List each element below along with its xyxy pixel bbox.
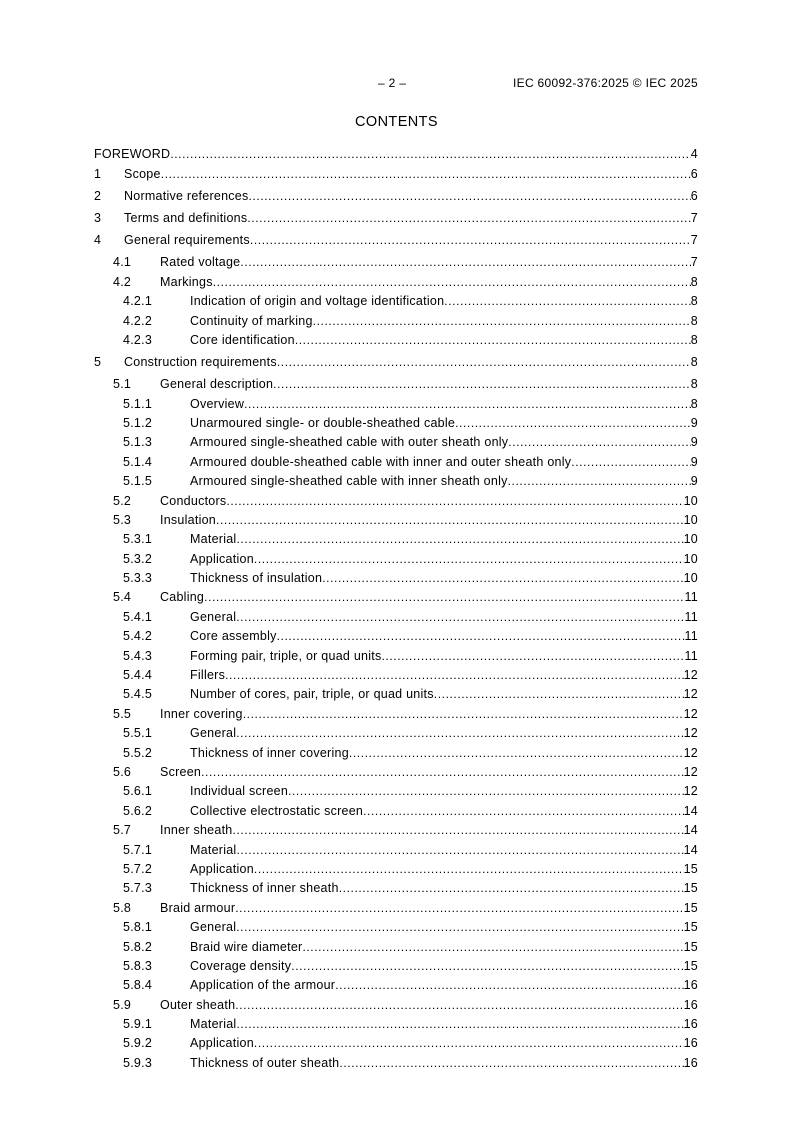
toc-entry-title: Normative references [124, 185, 249, 207]
dot-leader [339, 1054, 683, 1073]
toc-entry-page: 7 [691, 229, 698, 251]
toc-entry-title: Forming pair, triple, or quad units [190, 647, 381, 666]
toc-entry-title: Indication of origin and voltage identification [190, 292, 444, 311]
toc-entry-number: 5.5.2 [123, 745, 153, 760]
toc-entry-title: Coverage density [190, 957, 291, 976]
toc-entry-title: Core assembly [190, 627, 277, 646]
toc-entry-title: Armoured single-sheathed cable with inner sheath only [190, 472, 508, 491]
toc-entry[interactable] [94, 1015, 698, 1034]
toc-entry-title: Fillers [190, 666, 225, 685]
dot-leader [244, 395, 691, 414]
dot-leader [288, 782, 684, 801]
toc-entry[interactable] [94, 666, 698, 685]
toc-entry-number: 5.1.1 [123, 396, 153, 411]
toc-entry-page: 11 [685, 647, 698, 666]
dot-leader [247, 207, 690, 229]
toc-entry[interactable] [94, 550, 698, 569]
toc-entry-page: 11 [685, 608, 698, 627]
toc-entry-title: Thickness of inner sheath [190, 879, 339, 898]
toc-entry-number: 5.4.5 [123, 687, 153, 702]
toc-entry[interactable] [94, 351, 698, 373]
contents-heading: CONTENTS [355, 114, 438, 130]
dot-leader [322, 569, 683, 588]
toc-entry[interactable] [94, 273, 698, 292]
toc-entry-number: 5.4.4 [123, 668, 153, 683]
toc-entry[interactable] [94, 163, 698, 185]
dot-leader [233, 821, 684, 840]
toc-entry[interactable] [94, 899, 698, 918]
toc-entry[interactable] [94, 530, 698, 549]
dot-leader [349, 744, 684, 763]
toc-entry-page: 14 [684, 821, 698, 840]
toc-entry-page: 10 [684, 492, 698, 511]
toc-entry-page: 8 [691, 395, 698, 414]
toc-entry-page: 16 [684, 1034, 698, 1053]
toc-entry-page: 7 [691, 251, 698, 273]
dot-leader [455, 414, 691, 433]
toc-entry-page: 10 [684, 511, 698, 530]
toc-entry-page: 12 [684, 744, 698, 763]
toc-entry-page: 16 [684, 996, 698, 1015]
dot-leader [335, 976, 683, 995]
toc-entry-number: 4.1 [113, 255, 132, 269]
dot-leader [226, 492, 683, 511]
dot-leader [302, 938, 683, 957]
document-reference: IEC 60092-376:2025 © IEC 2025 [513, 76, 698, 90]
toc-entry-number: 5.4 [113, 590, 132, 605]
toc-entry[interactable] [94, 414, 698, 433]
dot-leader [216, 511, 684, 530]
toc-entry[interactable] [94, 433, 698, 452]
toc-entry-number: 5.6 [113, 764, 132, 779]
toc-entry-number: 5 [94, 354, 102, 369]
toc-entry-title: Scope [124, 163, 161, 185]
dot-leader [213, 273, 691, 292]
dot-leader [254, 860, 684, 879]
toc-entry-page: 15 [684, 957, 698, 976]
dot-leader [235, 996, 683, 1015]
toc-entry-page: 9 [691, 433, 698, 452]
toc-entry-number: 5.7.3 [123, 881, 153, 896]
dot-leader [236, 530, 683, 549]
page-header [0, 76, 793, 92]
toc-entry-page: 10 [684, 530, 698, 549]
toc-entry-number: 5.6.2 [123, 803, 153, 818]
toc-entry-number: 5.7 [113, 823, 132, 838]
dot-leader [254, 1034, 684, 1053]
toc-entry[interactable] [94, 841, 698, 860]
toc-entry-title: Armoured single-sheathed cable with outer sheath only [190, 433, 508, 452]
toc-entry[interactable] [94, 569, 698, 588]
toc-entry-number: 5.9.2 [123, 1036, 153, 1051]
toc-entry[interactable] [94, 588, 698, 607]
dot-leader [434, 685, 684, 704]
toc-entry-number: 5.9.1 [123, 1017, 153, 1032]
toc-entry-page: 8 [691, 292, 698, 311]
toc-entry-title: Application [190, 860, 254, 879]
toc-entry-title: Inner sheath [160, 821, 233, 840]
dot-leader [235, 899, 683, 918]
toc-entry-page: 15 [684, 918, 698, 937]
toc-entry[interactable] [94, 860, 698, 879]
toc-entry[interactable] [94, 996, 698, 1015]
toc-entry[interactable] [94, 821, 698, 840]
toc-entry[interactable] [94, 685, 698, 704]
toc-entry[interactable] [94, 647, 698, 666]
toc-entry-number: 5.1.3 [123, 435, 153, 450]
toc-entry-page: 7 [691, 207, 698, 229]
dot-leader [444, 292, 691, 311]
toc-entry-title: General requirements [124, 229, 250, 251]
toc-entry-page: 16 [684, 1054, 698, 1073]
dot-leader [313, 312, 691, 331]
toc-entry[interactable] [94, 957, 698, 976]
dot-leader [236, 841, 683, 860]
toc-entry-page: 8 [691, 312, 698, 331]
toc-entry-number: 5.4.1 [123, 609, 153, 624]
toc-entry-number: 4.2.3 [123, 333, 153, 348]
toc-entry-number: 4.2 [113, 275, 132, 289]
toc-entry-title: Inner covering [160, 705, 243, 724]
toc-entry-title: Terms and definitions [124, 207, 247, 229]
toc-entry-title: Rated voltage [160, 251, 240, 273]
toc-entry-number: 5.2 [113, 493, 132, 508]
toc-entry[interactable] [94, 1034, 698, 1053]
dot-leader [236, 724, 683, 743]
dot-leader [249, 185, 691, 207]
toc-entry[interactable] [94, 185, 698, 207]
toc-entry-title: Individual screen [190, 782, 288, 801]
toc-entry-page: 12 [684, 666, 698, 685]
toc-entry-title: Number of cores, pair, triple, or quad units [190, 685, 434, 704]
toc-entry[interactable] [94, 938, 698, 957]
toc-entry-number: 5.7.2 [123, 861, 153, 876]
toc-entry-page: 11 [685, 588, 698, 607]
toc-entry[interactable] [94, 802, 698, 821]
toc-entry-title: Braid wire diameter [190, 938, 302, 957]
toc-entry-page: 11 [685, 627, 698, 646]
toc-entry[interactable] [94, 373, 698, 395]
toc-entry[interactable] [94, 724, 698, 743]
dot-leader [236, 1015, 683, 1034]
toc-entry-page: 8 [691, 273, 698, 292]
toc-entry-title: Overview [190, 395, 244, 414]
page-number: – 2 – [378, 76, 407, 90]
toc-entry-page: 16 [684, 976, 698, 995]
toc-entry-title: FOREWORD [94, 147, 171, 161]
toc-entry-number: 5.1.2 [123, 415, 153, 430]
toc-entry-number: 5.1.4 [123, 454, 153, 469]
toc-entry[interactable] [94, 292, 698, 311]
toc-entry-title: Thickness of inner covering [190, 744, 349, 763]
toc-entry-number: 5.3.1 [123, 532, 153, 547]
toc-entry[interactable] [94, 229, 698, 251]
dot-leader [236, 608, 684, 627]
toc-entry[interactable] [94, 492, 698, 511]
toc-entry-title: Continuity of marking [190, 312, 313, 331]
toc-entry-number: 5.3.3 [123, 571, 153, 586]
toc-entry-page: 8 [691, 373, 698, 395]
toc-entry[interactable] [94, 782, 698, 801]
dot-leader [243, 705, 684, 724]
toc-entry-title: Application [190, 1034, 254, 1053]
toc-entry-number: 5.1.5 [123, 474, 153, 489]
toc-entry-title: Braid armour [160, 899, 235, 918]
toc-entry[interactable] [94, 976, 698, 995]
toc-entry[interactable] [94, 331, 698, 350]
dot-leader [295, 331, 691, 350]
toc-entry-number: 5.4.3 [123, 648, 153, 663]
toc-entry-number: 5.5.1 [123, 726, 153, 741]
toc-entry-title: Application of the armour [190, 976, 335, 995]
dot-leader [236, 918, 683, 937]
toc-entry-number: 5.8 [113, 900, 132, 915]
toc-entry[interactable] [94, 312, 698, 331]
toc-entry-page: 4 [690, 147, 698, 161]
toc-entry-number: 5.9 [113, 997, 132, 1012]
toc-entry[interactable] [94, 879, 698, 898]
dot-leader [381, 647, 684, 666]
toc-entry-title: Conductors [160, 492, 226, 511]
dot-leader [339, 879, 684, 898]
toc-entry-title: General [190, 918, 236, 937]
toc-entry-title: Thickness of insulation [190, 569, 322, 588]
toc-entry-number: 2 [94, 189, 102, 203]
toc-entry-title: General description [160, 373, 273, 395]
toc-entry[interactable] [94, 627, 698, 646]
toc-entry-page: 15 [684, 899, 698, 918]
toc-entry-page: 12 [684, 724, 698, 743]
dot-leader [571, 453, 691, 472]
toc-entry-title: Screen [160, 763, 201, 782]
toc-entry[interactable] [94, 705, 698, 724]
dot-leader [240, 251, 690, 273]
toc-entry-title: Unarmoured single- or double-sheathed cable [190, 414, 455, 433]
dot-leader [201, 763, 683, 782]
toc-entry[interactable] [94, 453, 698, 472]
toc-entry-title: Cabling [160, 588, 204, 607]
toc-entry-page: 10 [684, 550, 698, 569]
toc-entry-page: 9 [691, 453, 698, 472]
dot-leader [291, 957, 683, 976]
toc-entry-page: 14 [684, 841, 698, 860]
toc-entry-page: 16 [684, 1015, 698, 1034]
dot-leader [170, 145, 690, 163]
toc-entry[interactable] [94, 744, 698, 763]
toc-entry-number: 4 [94, 233, 102, 247]
toc-entry-number: 5.3.2 [123, 551, 153, 566]
toc-entry-page: 8 [691, 331, 698, 350]
toc-entry-number: 5.3 [113, 512, 132, 527]
toc-entry-number: 4.2.2 [123, 313, 153, 328]
toc-entry-title: Armoured double-sheathed cable with inner and outer sheath only [190, 453, 571, 472]
dot-leader [273, 373, 691, 395]
dot-leader [204, 588, 684, 607]
toc-entry[interactable] [94, 472, 698, 491]
toc-entry-page: 9 [691, 414, 698, 433]
dot-leader [250, 229, 691, 251]
toc-entry-page: 8 [691, 351, 698, 373]
toc-entry-title: Construction requirements [124, 351, 277, 373]
toc-entry[interactable] [94, 608, 698, 627]
dot-leader [277, 627, 685, 646]
toc-entry-number: 1 [94, 167, 102, 181]
toc-entry[interactable] [94, 207, 698, 229]
toc-entry-title: Insulation [160, 511, 216, 530]
toc-entry-number: 5.8.3 [123, 958, 153, 973]
toc-entry-page: 15 [684, 879, 698, 898]
toc-entry-page: 14 [684, 802, 698, 821]
table-of-contents [94, 145, 698, 1073]
toc-entry-number: 3 [94, 211, 102, 225]
toc-entry[interactable] [94, 1054, 698, 1073]
toc-entry-number: 5.6.1 [123, 784, 153, 799]
toc-entry-title: General [190, 724, 236, 743]
toc-entry-number: 5.5 [113, 706, 132, 721]
toc-entry-number: 5.8.4 [123, 978, 153, 993]
dot-leader [277, 351, 691, 373]
toc-entry-page: 12 [684, 705, 698, 724]
toc-entry-page: 12 [684, 685, 698, 704]
toc-entry-page: 10 [684, 569, 698, 588]
toc-entry-title: Collective electrostatic screen [190, 802, 363, 821]
toc-entry-page: 15 [684, 938, 698, 957]
toc-entry-title: Outer sheath [160, 996, 235, 1015]
toc-entry-number: 5.9.3 [123, 1055, 153, 1070]
dot-leader [363, 802, 683, 821]
toc-entry-number: 5.8.2 [123, 939, 153, 954]
toc-entry-title: Markings [160, 273, 213, 292]
toc-entry-title: General [190, 608, 236, 627]
dot-leader [225, 666, 684, 685]
toc-entry[interactable] [94, 511, 698, 530]
toc-entry-page: 6 [691, 185, 698, 207]
toc-entry-number: 5.4.2 [123, 629, 153, 644]
toc-entry-title: Material [190, 530, 236, 549]
toc-entry[interactable] [94, 395, 698, 414]
toc-entry-number: 4.2.1 [123, 294, 153, 309]
toc-entry-number: 5.8.1 [123, 920, 153, 935]
toc-entry[interactable] [94, 251, 698, 273]
toc-entry[interactable] [94, 918, 698, 937]
dot-leader [254, 550, 684, 569]
toc-entry-title: Material [190, 1015, 236, 1034]
toc-entry-number: 5.7.1 [123, 842, 153, 857]
toc-entry-number: 5.1 [113, 376, 132, 391]
toc-entry-title: Thickness of outer sheath [190, 1054, 339, 1073]
toc-entry-title: Core identification [190, 331, 295, 350]
dot-leader [161, 163, 691, 185]
toc-entry[interactable] [94, 763, 698, 782]
toc-entry-page: 15 [684, 860, 698, 879]
dot-leader [508, 433, 691, 452]
toc-entry-page: 6 [691, 163, 698, 185]
toc-entry-title: Material [190, 841, 236, 860]
toc-entry-page: 12 [684, 782, 698, 801]
toc-entry[interactable] [94, 145, 698, 163]
toc-entry-title: Application [190, 550, 254, 569]
toc-entry-page: 12 [684, 763, 698, 782]
dot-leader [508, 472, 691, 491]
toc-entry-page: 9 [691, 472, 698, 491]
